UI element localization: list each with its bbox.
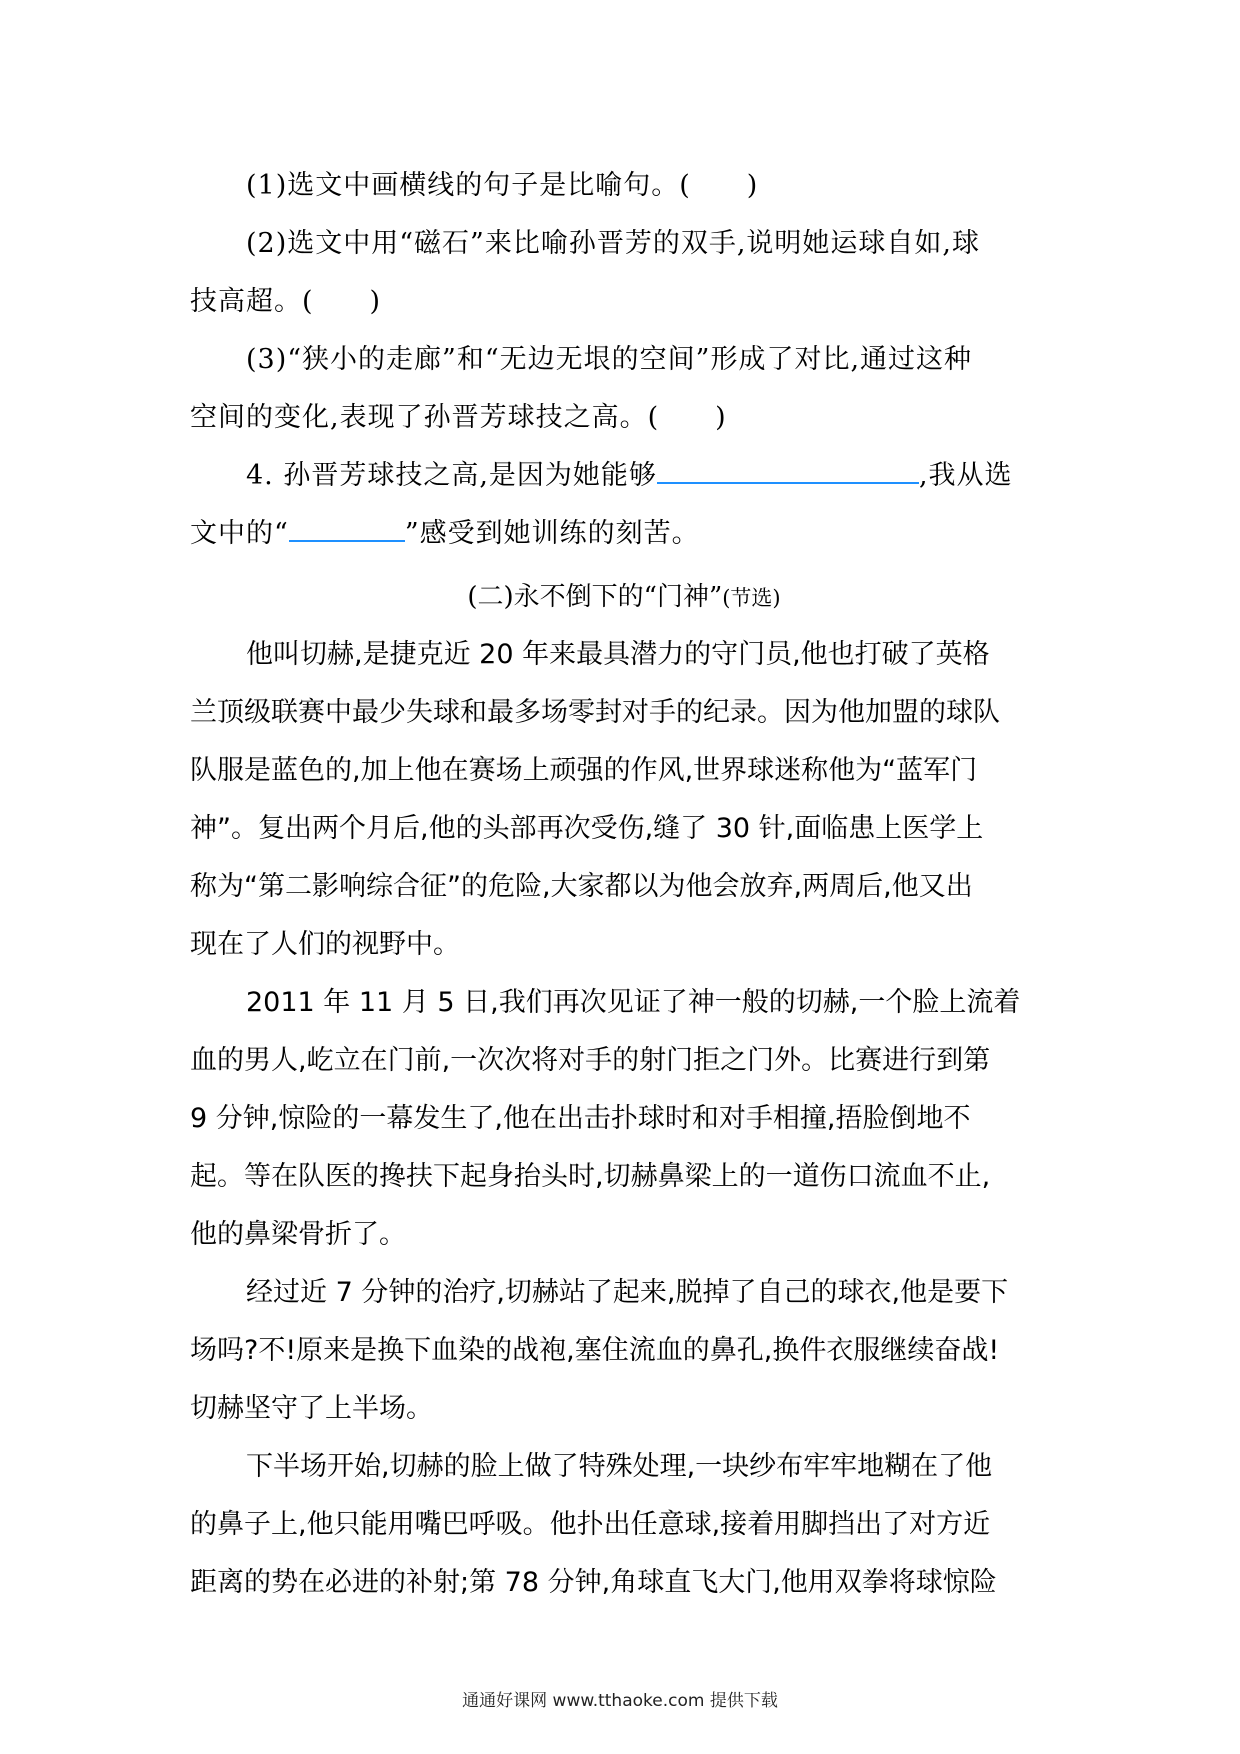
question-3-3-line-2: 空间的变化,表现了孙晋芳球技之高。( ) xyxy=(190,402,727,433)
section-note: (节选) xyxy=(722,586,781,610)
question-3-2-line-2: 技高超。( ) xyxy=(190,286,382,317)
section-heading xyxy=(190,568,1058,627)
passage xyxy=(190,626,1058,1612)
question-4-quote-open: 文中的“ xyxy=(190,518,289,549)
passage-line: 下半场开始,切赫的脸上做了特殊处理,一块纱布牢牢地糊在了他 xyxy=(246,1451,993,1482)
question-4-prompt: 4. 孙晋芳球技之高,是因为她能够 xyxy=(246,460,657,491)
passage-line: 的鼻子上,他只能用嘴巴呼吸。他扑出任意球,接着用脚挡出了对方近 xyxy=(190,1509,991,1540)
passage-line: 9 分钟,惊险的一幕发生了,他在出击扑球时和对手相撞,捂脸倒地不 xyxy=(190,1103,971,1134)
answer-blank-1[interactable] xyxy=(657,452,919,484)
question-3-2-line-1: (2)选文中用“磁石”来比喻孙晋芳的双手,说明她运球自如,球 xyxy=(246,228,981,259)
passage-line: 神”。复出两个月后,他的头部再次受伤,缝了 30 针,面临患上医学上 xyxy=(190,813,984,844)
question-4-line-1 xyxy=(190,447,1058,505)
footer-credit: 通通好课网 www.tthaoke.com 提供下载 xyxy=(462,1691,778,1711)
passage-line: 距离的势在必进的补射;第 78 分钟,角球直飞大门,他用双拳将球惊险 xyxy=(190,1567,997,1598)
passage-line: 场吗?不!原来是换下血染的战袍,塞住流血的鼻孔,换件衣服继续奋战! xyxy=(190,1335,1000,1366)
section-title: (二)永不倒下的“门神” xyxy=(467,582,723,612)
passage-line: 队服是蓝色的,加上他在赛场上顽强的作风,世界球迷称他为“蓝军门 xyxy=(190,755,978,786)
question-4-line-2 xyxy=(190,505,1058,563)
passage-line: 他叫切赫,是捷克近 20 年来最具潜力的守门员,他也打破了英格 xyxy=(246,639,990,670)
passage-line: 他的鼻梁骨折了。 xyxy=(190,1219,406,1250)
passage-line: 起。等在队医的搀扶下起身抬头时,切赫鼻梁上的一道伤口流血不止, xyxy=(190,1161,991,1192)
passage-line: 血的男人,屹立在门前,一次次将对手的射门拒之门外。比赛进行到第 xyxy=(190,1045,991,1076)
question-4-continuation: ,我从选 xyxy=(918,460,1013,491)
question-4-quote-close: ”感受到她训练的刻苦。 xyxy=(404,518,700,549)
passage-line: 2011 年 11 月 5 日,我们再次见证了神一般的切赫,一个脸上流着 xyxy=(246,987,1021,1018)
question-block xyxy=(190,157,1058,563)
passage-line: 经过近 7 分钟的治疗,切赫站了起来,脱掉了自己的球衣,他是要下 xyxy=(246,1277,1009,1308)
passage-line: 称为“第二影响综合征”的危险,大家都以为他会放弃,两周后,他又出 xyxy=(190,871,973,902)
answer-blank-2[interactable] xyxy=(289,510,405,542)
passage-line: 现在了人们的视野中。 xyxy=(190,929,460,960)
passage-line: 切赫坚守了上半场。 xyxy=(190,1393,433,1424)
question-3-3-line-1: (3)“狭小的走廊”和“无边无垠的空间”形成了对比,通过这种 xyxy=(246,344,973,375)
passage-line: 兰顶级联赛中最少失球和最多场零封对手的纪录。因为他加盟的球队 xyxy=(190,697,1000,728)
question-3-1: (1)选文中画横线的句子是比喻句。( ) xyxy=(246,170,759,201)
